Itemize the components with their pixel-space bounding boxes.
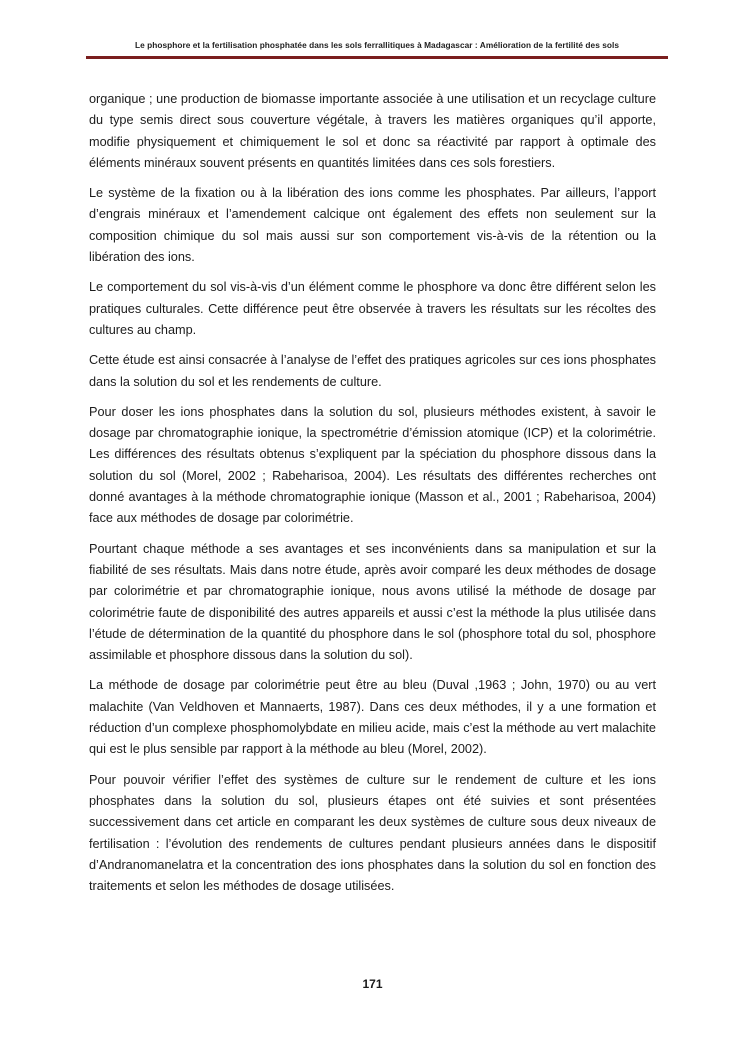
- paragraph: Le comportement du sol vis-à-vis d’un élément comme le phosphore va donc être différent selon les pratiques culturales. Cette différence peut être observée à travers les résultats sur les récoltes des cultures au champ.: [89, 280, 656, 337]
- paragraph: Pour doser les ions phosphates dans la solution du sol, plusieurs méthodes existent, à savoir le dosage par chromatographie ionique, la spectrométrie d’émission atomique (ICP) et la colorimétrie. Les différences des résultats obtenus s’expliquent par la spéciation du phosphore dissous dans la solution du sol (Morel, 2002 ; Rabeharisoa, 2004). Les résultats des différentes recherches ont donné avantages à la méthode chromatographie ionique (Masson et al., 2001 ; Rabeharisoa, 2004) face aux méthodes de dosage par colorimétrie.: [89, 404, 656, 526]
- page-number: 171: [362, 977, 383, 991]
- paragraph: La méthode de dosage par colorimétrie peut être au bleu (Duval ,1963 ; John, 1970) ou au vert malachite (Van Veldhoven et Mannaerts, 1987). Dans ces deux méthodes, il y a une formation et réduction d’un complexe phosphomolybdate en milieu acide, mais c’est la méthode au vert malachite qui est le plus sensible par rapport à la méthode au bleu (Morel, 2002).: [89, 678, 656, 757]
- paragraph: Cette étude est ainsi consacrée à l’analyse de l’effet des pratiques agricoles sur ces ions phosphates dans la solution du sol et les rendements de culture.: [89, 353, 656, 389]
- body-text: [89, 89, 656, 906]
- header-rule: [86, 56, 668, 59]
- paragraph: Le système de la fixation ou à la libération des ions comme les phosphates. Par ailleurs, l’apport d’engrais minéraux et l’amendement calcique ont également des effets non seulement sur la composition chimique du sol mais aussi sur son comportement vis-à-vis de la rétention ou la libération des ions.: [89, 186, 656, 265]
- running-header: Le phosphore et la fertilisation phosphatée dans les sols ferrallitiques à Madagascar : Amélioration de la fertilité des sols: [134, 40, 620, 50]
- paragraph: Pour pouvoir vérifier l’effet des systèmes de culture sur le rendement de culture et les ions phosphates dans la solution du sol, plusieurs étapes ont été suivies et sont présentées successivement dans cet article en comparant les deux systèmes de culture sous deux niveaux de fertilisation : l’évolution des rendements de cultures pendant plusieurs années dans le dispositif d’Andranomanelatra et la concentration des ions phosphates dans la solution du sol en fonction des traitements et selon les méthodes de dosage utilisées.: [89, 772, 656, 894]
- paragraph: Pourtant chaque méthode a ses avantages et ses inconvénients dans sa manipulation et sur la fiabilité de ses résultats. Mais dans notre étude, après avoir comparé les deux méthodes de dosage par colorimétrie et par chromatographie ionique, nous avons utilisé la méthode de dosage par colorimétrie faute de disponibilité des autres appareils et aussi c’est la méthode la plus utilisée dans l’étude de détermination de la quantité du phosphore dans le sol (phosphore total du sol, phosphore assimilable et phosphore dissous dans la solution du sol).: [89, 541, 656, 663]
- paragraph: organique ; une production de biomasse importante associée à une utilisation et un recyclage culture du type semis direct sous couverture végétale, à travers les matières organiques qu’il apporte, modifie physiquement et chimiquement le sol et donc sa réactivité par rapport à optimale des éléments minéraux souvent présents en quantités limitées dans ces sols forestiers.: [89, 92, 656, 170]
